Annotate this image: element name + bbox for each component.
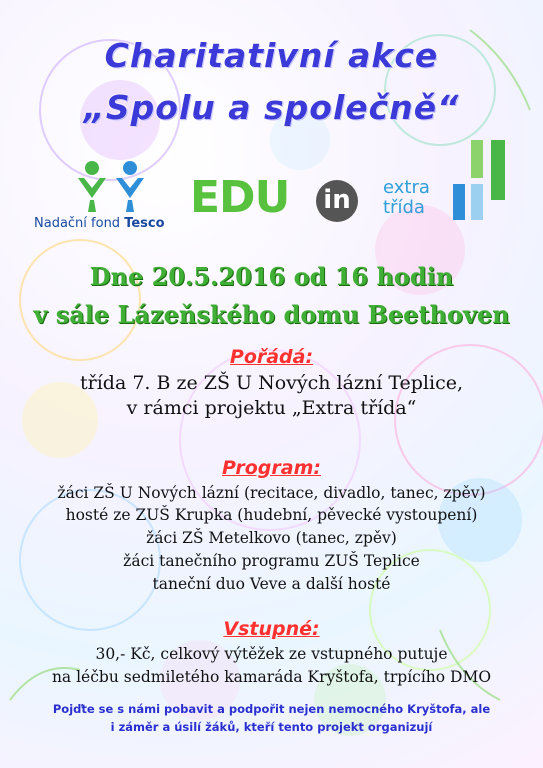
program-item: žáci ZŠ Metelkovo (tanec, zpěv)	[146, 529, 397, 547]
admission-heading: Vstupné:	[223, 618, 320, 640]
tesco-brand: Tesco	[124, 216, 165, 231]
tesco-prefix: Nadační fond	[34, 216, 125, 231]
trida-word: třída	[383, 197, 425, 218]
extra-bars-icon	[447, 140, 511, 222]
program-heading: Program:	[222, 457, 321, 479]
program-item: hosté ze ZUŠ Krupka (hudební, pěvecké vystoupení)	[65, 506, 478, 524]
tesco-logo-text	[34, 216, 194, 231]
footer-line-2: i záměr a úsilí žáků, kteří tento projekt organizují	[110, 720, 433, 734]
extra-trida-logo	[383, 140, 513, 230]
extra-word: extra	[383, 177, 430, 198]
program-item: žáci ZŠ U Nových lázní (recitace, divadlo, tanec, zpěv)	[57, 484, 486, 502]
eduin-edu-text: EDU	[190, 172, 290, 223]
organizer-line-1: třída 7. B ze ZŠ U Nových lázní Teplice,	[80, 372, 463, 394]
tesco-foundation-logo	[34, 158, 194, 238]
event-subtitle: „Spolu a společně“	[83, 88, 460, 127]
event-title: Charitativní akce	[104, 36, 439, 75]
organizer-heading: Pořádá:	[229, 346, 314, 368]
program-item: žáci tanečního programu ZUŠ Teplice	[123, 552, 420, 570]
admission-line-1: 30,- Kč, celkový výtěžek ze vstupného putuje	[95, 645, 448, 663]
extra-trida-text	[383, 178, 430, 218]
eduin-in-badge: in	[316, 180, 358, 222]
organizer-line-2: v rámci projektu „Extra třída“	[126, 397, 417, 419]
admission-line-2: na léčbu sedmiletého kamaráda Kryštofa, trpícího DMO	[51, 668, 492, 686]
people-icon	[72, 158, 152, 214]
program-item: taneční duo Veve a další hosté	[152, 575, 391, 593]
event-venue: v sále Lázeňského domu Beethoven	[33, 300, 510, 329]
event-date: Dne 20.5.2016 od 16 hodin	[89, 262, 454, 291]
eduin-logo	[190, 172, 360, 228]
footer-line-1: Pojďte se s námi pobavit a podpořit nejen nemocného Kryštofa, ale	[52, 702, 491, 716]
